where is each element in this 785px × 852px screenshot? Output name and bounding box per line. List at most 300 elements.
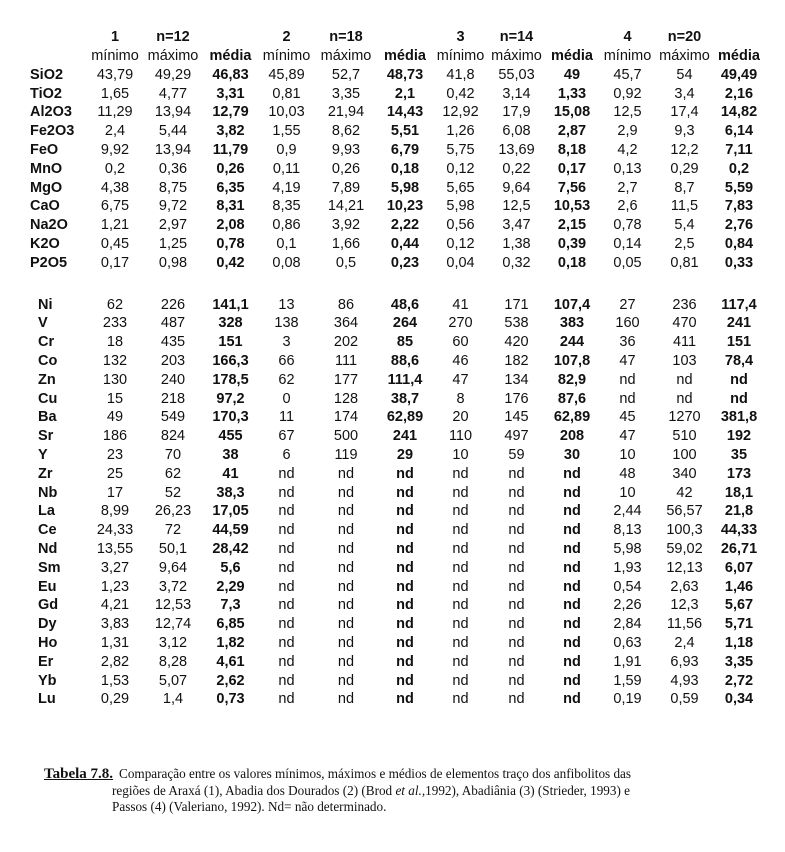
- avg-value-cell: 2,62: [216, 672, 245, 689]
- max-value-cell: 0,22: [502, 160, 531, 177]
- max-value-cell: 100: [672, 446, 697, 463]
- max-value-cell: 134: [504, 371, 529, 388]
- min-value-cell: 4,19: [272, 179, 301, 196]
- min-value-cell: nd: [452, 672, 469, 689]
- table-row: [30, 197, 765, 216]
- avg-value-cell: 62,89: [386, 409, 424, 426]
- min-value-cell: nd: [278, 597, 295, 614]
- avg-value-cell: nd: [563, 634, 581, 651]
- max-value-cell: nd: [337, 503, 355, 520]
- min-value-cell: 0,1: [276, 235, 297, 252]
- max-value-cell: 0,29: [670, 160, 699, 177]
- min-value-cell: 0,56: [446, 217, 475, 234]
- avg-value-cell: 2,16: [724, 85, 754, 102]
- avg-value-cell: 3,31: [216, 85, 245, 102]
- group-3-count: n=14: [499, 29, 534, 45]
- max-value-cell: 13,94: [154, 104, 192, 121]
- avg-value-cell: nd: [563, 691, 581, 708]
- avg-value-cell: 0,23: [390, 254, 420, 271]
- max-value-cell: 128: [333, 390, 359, 407]
- avg-value-cell: 117,4: [721, 296, 757, 313]
- min-value-cell: 233: [102, 315, 128, 332]
- group-2-number: 2: [282, 29, 291, 45]
- avg-value-cell: 111,4: [387, 371, 423, 388]
- avg-value-cell: 1,82: [216, 634, 245, 651]
- element-label: SiO2: [30, 66, 64, 83]
- avg-value-cell: 38: [222, 446, 239, 463]
- avg-value-cell: nd: [563, 540, 581, 557]
- avg-value-cell: nd: [396, 634, 414, 651]
- avg-value-cell: 6,85: [216, 616, 245, 633]
- max-value-cell: 9,64: [158, 559, 188, 576]
- max-value-cell: 7,89: [331, 179, 361, 196]
- min-value-cell: 0,45: [100, 235, 130, 252]
- max-value-cell: 226: [160, 296, 186, 313]
- avg-value-cell: 2,08: [216, 217, 245, 234]
- avg-value-cell: nd: [563, 653, 581, 670]
- table-row: [30, 484, 765, 503]
- element-label: La: [38, 503, 55, 520]
- max-value-cell: 2,97: [158, 217, 188, 234]
- avg-value-cell: 2,15: [557, 217, 587, 234]
- max-value-cell: 171: [504, 296, 529, 313]
- max-value-cell: 9,3: [674, 123, 695, 140]
- min-value-cell: nd: [619, 390, 636, 407]
- max-value-cell: 5,4: [674, 217, 695, 234]
- min-value-cell: 0,54: [613, 578, 642, 595]
- max-value-cell: 111: [334, 352, 358, 369]
- min-value-cell: 6,75: [100, 198, 130, 215]
- max-value-cell: nd: [508, 465, 525, 482]
- max-value-cell: 5,07: [158, 672, 188, 689]
- min-value-cell: 0,19: [613, 691, 642, 708]
- min-value-cell: 47: [619, 428, 636, 445]
- min-value-cell: nd: [452, 653, 469, 670]
- avg-value-cell: 46,83: [212, 66, 249, 83]
- table-row: [30, 103, 765, 122]
- avg-value-cell: 4,61: [216, 653, 245, 670]
- min-value-cell: 186: [102, 428, 128, 445]
- table-row: [30, 502, 765, 521]
- min-value-cell: nd: [452, 578, 469, 595]
- max-value-cell: 2,5: [674, 235, 695, 252]
- avg-value-cell: 8,31: [216, 198, 245, 215]
- avg-value-cell: nd: [563, 559, 581, 576]
- avg-value-cell: 6,07: [724, 559, 754, 576]
- avg-value-cell: 5,59: [724, 179, 754, 196]
- max-value-cell: 203: [160, 352, 186, 369]
- min-value-cell: 1,26: [446, 123, 475, 140]
- element-label: Lu: [38, 691, 56, 708]
- min-value-cell: 0,86: [272, 217, 301, 234]
- min-value-cell: nd: [278, 503, 295, 520]
- max-value-cell: 17,9: [502, 104, 531, 121]
- min-value-cell: 1,93: [613, 559, 642, 576]
- group-4-number: 4: [623, 29, 632, 45]
- avg-header: média: [718, 47, 760, 64]
- max-value-cell: nd: [508, 672, 525, 689]
- caption-line-3: Passos (4) (Valeriano, 1992). Nd= não determinado.: [112, 799, 387, 814]
- element-label: Sm: [38, 559, 61, 576]
- group-1-number: 1: [110, 29, 120, 45]
- min-value-cell: 27: [619, 296, 636, 313]
- max-value-cell: 411: [672, 334, 697, 351]
- min-value-cell: 0,92: [613, 85, 642, 102]
- avg-value-cell: 48,6: [390, 296, 420, 313]
- avg-value-cell: 97,2: [216, 390, 245, 407]
- table-row: [30, 408, 765, 427]
- avg-value-cell: nd: [563, 616, 581, 633]
- avg-value-cell: nd: [396, 465, 414, 482]
- avg-value-cell: 455: [218, 428, 243, 445]
- min-value-cell: 13,55: [96, 540, 134, 557]
- geochemistry-table: [30, 28, 765, 709]
- min-value-cell: 0,12: [446, 160, 475, 177]
- max-value-cell: 17,4: [670, 104, 699, 121]
- min-value-cell: nd: [278, 522, 295, 539]
- element-label: FeO: [30, 141, 59, 158]
- min-value-cell: 0,81: [272, 85, 301, 102]
- min-value-cell: 2,7: [617, 179, 638, 196]
- max-value-cell: 56,57: [666, 503, 703, 520]
- min-value-cell: 2,9: [617, 123, 638, 140]
- avg-header: média: [384, 47, 426, 64]
- avg-value-cell: nd: [563, 465, 581, 482]
- min-value-cell: 6: [282, 446, 291, 463]
- element-label: Ho: [38, 634, 58, 651]
- min-value-cell: 0,9: [276, 141, 297, 158]
- element-label: Eu: [38, 578, 57, 595]
- avg-value-cell: 10,23: [386, 198, 424, 215]
- avg-value-cell: 5,98: [390, 179, 420, 196]
- avg-value-cell: nd: [396, 484, 414, 501]
- min-value-cell: 45,7: [613, 66, 642, 83]
- avg-value-cell: 35: [730, 446, 748, 463]
- min-value-cell: 15: [106, 390, 124, 407]
- element-label: Zr: [38, 465, 53, 482]
- max-value-cell: nd: [676, 371, 693, 388]
- table-row: [30, 352, 765, 371]
- min-value-cell: 24,33: [96, 522, 134, 539]
- avg-value-cell: nd: [396, 691, 414, 708]
- max-value-cell: 9,93: [331, 141, 361, 158]
- element-label: CaO: [30, 198, 60, 215]
- max-value-cell: 9,64: [502, 179, 531, 196]
- max-value-cell: 12,2: [670, 141, 699, 158]
- table-row: [30, 122, 765, 141]
- element-label: Nd: [38, 540, 58, 557]
- min-value-cell: 4,21: [100, 597, 130, 614]
- avg-value-cell: 28,42: [212, 540, 249, 557]
- avg-value-cell: 151: [726, 334, 752, 351]
- min-value-cell: 8,13: [613, 522, 642, 539]
- avg-value-cell: 5,6: [220, 559, 241, 576]
- max-header: máximo: [320, 47, 372, 64]
- avg-value-cell: nd: [396, 616, 414, 633]
- avg-value-cell: 18,1: [724, 484, 754, 501]
- avg-value-cell: 0,18: [390, 160, 420, 177]
- min-value-cell: nd: [452, 484, 469, 501]
- element-label: Y: [38, 446, 48, 463]
- max-value-cell: 8,7: [674, 179, 695, 196]
- max-value-cell: 1270: [668, 409, 701, 426]
- min-value-cell: 12,92: [442, 104, 479, 121]
- min-value-cell: nd: [278, 691, 295, 708]
- avg-value-cell: 44,59: [212, 522, 249, 539]
- avg-header: média: [551, 47, 593, 64]
- min-value-cell: 36: [619, 334, 636, 351]
- max-header: máximo: [659, 47, 710, 64]
- element-label: MgO: [30, 179, 63, 196]
- max-value-cell: nd: [337, 559, 355, 576]
- max-value-cell: 470: [672, 315, 697, 332]
- min-value-cell: 5,65: [446, 179, 475, 196]
- max-value-cell: 3,92: [331, 217, 361, 234]
- avg-value-cell: 381,8: [720, 409, 758, 426]
- max-value-cell: 549: [160, 409, 186, 426]
- avg-value-cell: 3,82: [216, 123, 245, 140]
- avg-value-cell: nd: [396, 559, 414, 576]
- min-value-cell: nd: [452, 597, 469, 614]
- table-row: [30, 390, 765, 409]
- min-value-cell: 45,89: [268, 66, 305, 83]
- min-value-cell: 0,08: [272, 254, 301, 271]
- max-value-cell: 3,47: [502, 217, 531, 234]
- avg-value-cell: 328: [218, 315, 243, 332]
- max-value-cell: nd: [508, 691, 525, 708]
- max-value-cell: 176: [504, 390, 529, 407]
- max-value-cell: 174: [333, 409, 359, 426]
- max-value-cell: 9,72: [158, 198, 188, 215]
- max-value-cell: 4,77: [158, 85, 188, 102]
- max-value-cell: 487: [160, 315, 186, 332]
- table-row: [30, 559, 765, 578]
- min-value-cell: nd: [278, 540, 295, 557]
- max-value-cell: nd: [337, 616, 355, 633]
- min-value-cell: 10: [619, 446, 636, 463]
- max-value-cell: 50,1: [158, 540, 188, 557]
- avg-value-cell: 49: [563, 66, 581, 83]
- table-row: [30, 333, 765, 352]
- min-header: mínimo: [603, 47, 652, 64]
- max-value-cell: 500: [333, 428, 359, 445]
- avg-value-cell: 12,79: [212, 104, 249, 121]
- min-value-cell: 0,17: [100, 254, 130, 271]
- max-value-cell: 240: [160, 371, 186, 388]
- avg-value-cell: 2,1: [394, 85, 416, 102]
- avg-value-cell: 0,34: [724, 691, 754, 708]
- min-value-cell: 0,2: [104, 160, 126, 177]
- table-row: [30, 427, 765, 446]
- max-value-cell: 4,93: [670, 672, 699, 689]
- max-value-cell: 72: [164, 522, 182, 539]
- min-value-cell: 0,04: [446, 254, 475, 271]
- element-label: Na2O: [30, 217, 68, 234]
- table-row: [30, 179, 765, 198]
- group-2-count: n=18: [329, 29, 363, 45]
- max-value-cell: 119: [334, 446, 358, 463]
- avg-value-cell: 7,11: [725, 141, 753, 158]
- avg-value-cell: 3,35: [724, 653, 754, 670]
- min-value-cell: 4,2: [617, 141, 638, 158]
- max-value-cell: 103: [672, 352, 697, 369]
- max-value-cell: 218: [160, 390, 186, 407]
- avg-value-cell: 87,6: [557, 390, 587, 407]
- max-value-cell: nd: [508, 653, 525, 670]
- max-value-cell: 8,28: [158, 653, 188, 670]
- max-value-cell: 21,94: [327, 104, 365, 121]
- avg-value-cell: 5,67: [724, 597, 754, 614]
- table-row: [30, 615, 765, 634]
- table-row: [30, 672, 765, 691]
- max-value-cell: 0,5: [335, 254, 357, 271]
- min-value-cell: nd: [278, 559, 295, 576]
- max-header: máximo: [491, 47, 542, 64]
- avg-value-cell: 0,33: [724, 254, 754, 271]
- min-value-cell: 0,12: [446, 235, 475, 252]
- avg-value-cell: 166,3: [212, 352, 249, 369]
- avg-value-cell: 17,05: [212, 503, 249, 520]
- min-value-cell: 20: [452, 409, 469, 426]
- max-value-cell: 0,59: [670, 691, 699, 708]
- max-value-cell: 12,74: [154, 616, 192, 633]
- min-value-cell: 2,84: [613, 616, 642, 633]
- min-value-cell: 0,42: [446, 85, 475, 102]
- min-value-cell: 47: [619, 352, 636, 369]
- element-label: P2O5: [30, 254, 68, 271]
- max-value-cell: 6,93: [670, 653, 699, 670]
- avg-value-cell: 170,3: [212, 409, 249, 426]
- min-value-cell: 11: [278, 409, 295, 426]
- max-value-cell: nd: [508, 540, 525, 557]
- element-label: Nb: [38, 484, 58, 501]
- max-value-cell: 12,5: [502, 198, 531, 215]
- avg-value-cell: 0,17: [557, 160, 587, 177]
- avg-value-cell: 78,4: [724, 352, 754, 369]
- avg-value-cell: 82,9: [557, 371, 587, 388]
- max-value-cell: 70: [164, 446, 182, 463]
- max-value-cell: nd: [337, 578, 355, 595]
- table-caption: [44, 766, 769, 816]
- max-value-cell: 86: [337, 296, 355, 313]
- group-3-number: 3: [456, 29, 465, 45]
- max-value-cell: nd: [676, 390, 693, 407]
- element-label: Dy: [38, 616, 57, 633]
- caption-line-2-italic: et al.: [395, 782, 422, 798]
- min-value-cell: nd: [278, 578, 295, 595]
- avg-value-cell: 30: [563, 446, 581, 463]
- avg-value-cell: 6,14: [724, 123, 754, 140]
- min-value-cell: 41: [452, 296, 469, 313]
- avg-value-cell: nd: [563, 522, 581, 539]
- avg-value-cell: 49,49: [720, 66, 758, 83]
- avg-value-cell: 1,46: [724, 578, 754, 595]
- avg-value-cell: 107,4: [553, 296, 591, 313]
- avg-value-cell: 5,71: [724, 616, 754, 633]
- element-label: TiO2: [30, 85, 62, 102]
- max-value-cell: 52,7: [331, 66, 361, 83]
- element-label: V: [38, 315, 48, 332]
- stat-header-row: [30, 47, 765, 66]
- avg-value-cell: 8,18: [557, 141, 587, 158]
- avg-value-cell: 0,42: [216, 254, 245, 271]
- element-label: Ni: [38, 296, 53, 313]
- max-value-cell: 1,66: [331, 235, 361, 252]
- avg-value-cell: 15,08: [553, 104, 591, 121]
- max-value-cell: 5,44: [158, 123, 188, 140]
- min-value-cell: 1,21: [100, 217, 130, 234]
- min-value-cell: 0,11: [272, 160, 301, 177]
- min-value-cell: 1,59: [613, 672, 642, 689]
- avg-value-cell: 151: [218, 334, 243, 351]
- max-value-cell: 0,36: [158, 160, 188, 177]
- min-value-cell: 1,31: [100, 634, 130, 651]
- element-label: Cu: [38, 390, 58, 407]
- max-value-cell: 364: [333, 315, 359, 332]
- max-value-cell: 13,69: [498, 141, 535, 158]
- table-row: [30, 634, 765, 653]
- avg-value-cell: nd: [396, 503, 414, 520]
- min-value-cell: 0,14: [613, 235, 642, 252]
- avg-value-cell: 0,44: [390, 235, 420, 252]
- element-label: MnO: [30, 160, 63, 177]
- max-header: máximo: [147, 47, 199, 64]
- avg-value-cell: nd: [563, 672, 581, 689]
- min-value-cell: nd: [619, 371, 636, 388]
- max-value-cell: 8,62: [331, 123, 361, 140]
- avg-value-cell: nd: [563, 597, 581, 614]
- max-value-cell: nd: [508, 634, 525, 651]
- max-value-cell: 59: [508, 446, 525, 463]
- max-value-cell: 177: [333, 371, 359, 388]
- avg-value-cell: 41: [222, 465, 239, 482]
- max-value-cell: 340: [672, 465, 697, 482]
- element-label: Er: [38, 653, 54, 670]
- max-value-cell: 1,38: [502, 235, 531, 252]
- min-value-cell: 132: [102, 352, 128, 369]
- min-value-cell: nd: [452, 522, 469, 539]
- avg-value-cell: 192: [726, 428, 752, 445]
- avg-value-cell: 244: [559, 334, 585, 351]
- max-value-cell: 2,4: [674, 634, 695, 651]
- min-value-cell: 5,98: [446, 198, 475, 215]
- avg-value-cell: 7,3: [220, 597, 241, 614]
- min-value-cell: 9,92: [100, 141, 130, 158]
- max-value-cell: 59,02: [666, 540, 703, 557]
- avg-value-cell: 6,35: [216, 179, 245, 196]
- min-header: mínimo: [91, 47, 139, 64]
- table-row: [30, 85, 765, 104]
- table-row: [30, 596, 765, 615]
- avg-value-cell: 0,39: [557, 235, 587, 252]
- max-value-cell: nd: [337, 634, 355, 651]
- table-row: [30, 216, 765, 235]
- avg-value-cell: 0,2: [728, 160, 750, 177]
- max-value-cell: nd: [337, 540, 355, 557]
- avg-value-cell: nd: [396, 653, 414, 670]
- max-value-cell: 13,94: [154, 141, 192, 158]
- min-value-cell: 5,75: [446, 141, 475, 158]
- avg-value-cell: 241: [726, 315, 752, 332]
- element-label: Zn: [38, 371, 56, 388]
- avg-value-cell: 264: [392, 315, 418, 332]
- element-label: Gd: [38, 597, 59, 614]
- max-value-cell: 54: [676, 66, 693, 83]
- min-value-cell: 1,53: [100, 672, 130, 689]
- min-value-cell: nd: [278, 616, 295, 633]
- avg-value-cell: 107,8: [553, 352, 591, 369]
- avg-value-cell: 44,33: [720, 522, 758, 539]
